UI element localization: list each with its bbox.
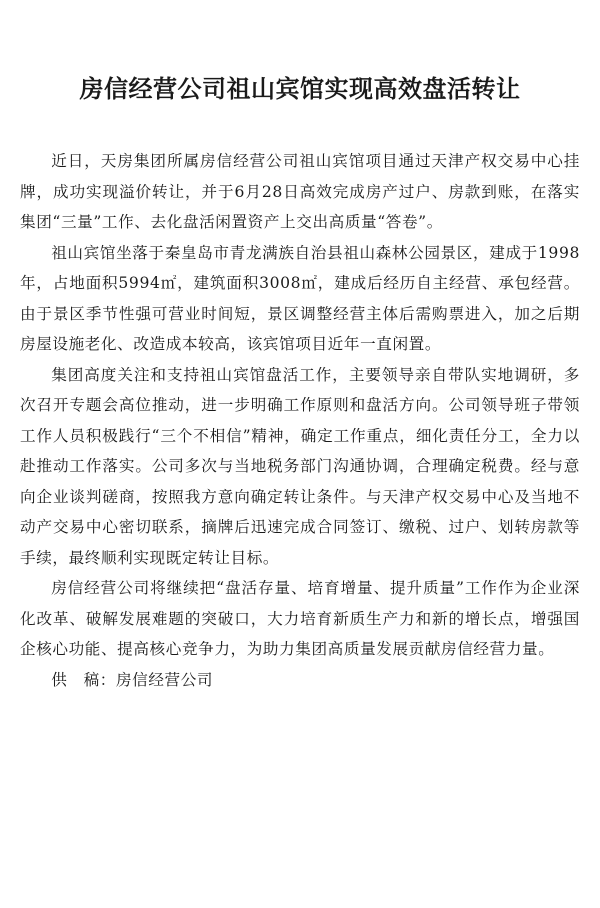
article-paragraph: 近日，天房集团所属房信经营公司祖山宾馆项目通过天津产权交易中心挂牌，成功实现溢价转让，并于6月28日高效完成房产过户、房款到账，在落实集团“三量”工作、去化盘活闲置资产上交出高质量“答卷”。 [20, 152, 580, 231]
article-paragraph: 房信经营公司将继续把“盘活存量、培育增量、提升质量”工作作为企业深化改革、破解发展难题的突破口，大力培育新质生产力和新的增长点，增强国企核心功能、提高核心竞争力，为助力集团高质量发展贡献房信经营力量。 [20, 579, 580, 658]
article-body [20, 146, 580, 695]
article-source: 供 稿：房信经营公司 [51, 670, 214, 689]
article-paragraph: 祖山宾馆坐落于秦皇岛市青龙满族自治县祖山森林公园景区，建成于1998年，占地面积5994㎡，建筑面积3008㎡，建成后经历自主经营、承包经营。由于景区季节性强可营业时间短，景区调整经营主体后需购票进入，加之后期房屋设施老化、改造成本较高，该宾馆项目近年一直闲置。 [20, 243, 580, 353]
article-title: 房信经营公司祖山宾馆实现高效盘活转让 [79, 74, 521, 103]
article-paragraph: 集团高度关注和支持祖山宾馆盘活工作，主要领导亲自带队实地调研，多次召开专题会高位推动，进一步明确工作原则和盘活方向。公司领导班子带领工作人员积极践行“三个不相信”精神，确定工作重点，细化责任分工，全力以赴推动工作落实。公司多次与当地税务部门沟通协调，合理确定税费。经与意向企业谈判磋商，按照我方意向确定转让条件。与天津产权交易中心及当地不动产交易中心密切联系，摘牌后迅速完成合同签订、缴税、过户、划转房款等手续，最终顺利实现既定转让目标。 [20, 365, 580, 567]
